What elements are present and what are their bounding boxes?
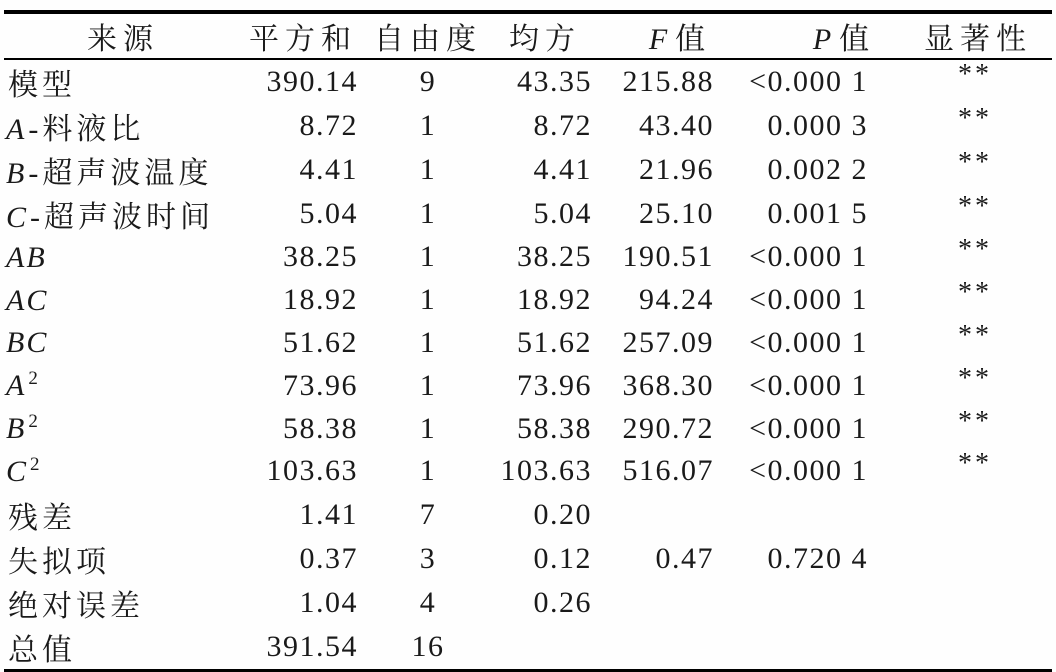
cell-sum-of-squares-text: 73.96 [283, 368, 358, 402]
cell-source [4, 581, 242, 625]
cell-mean-square-text: 103.63 [500, 454, 592, 488]
source-italic-letter: AB [6, 240, 47, 274]
cell-significance [876, 625, 1052, 671]
cell-mean-square-text: 8.72 [533, 109, 592, 142]
cell-degrees-of-freedom [364, 59, 492, 104]
table-row [4, 236, 1052, 279]
significance-asterisks: ** [958, 234, 992, 266]
cell-degrees-of-freedom-text: 1 [419, 109, 437, 142]
source-superscript: 2 [28, 368, 38, 390]
cell-mean-square [492, 279, 598, 322]
cell-f-value [598, 148, 720, 192]
cell-sum-of-squares-text: 391.54 [266, 629, 358, 663]
source-italic-letter: AC [6, 283, 49, 317]
cell-significance [876, 236, 1052, 279]
cell-source [4, 625, 242, 671]
source-italic-letter: A [6, 369, 27, 403]
cell-sum-of-squares [242, 322, 364, 365]
header-text: 值 [675, 23, 712, 56]
significance-asterisks: ** [958, 448, 992, 480]
cell-sum-of-squares-text: 103.63 [266, 454, 358, 488]
cell-p-value-text: <0.000 1 [749, 454, 868, 488]
cell-sum-of-squares-text: 1.04 [299, 585, 358, 619]
cell-degrees-of-freedom [364, 322, 492, 365]
cell-p-value-text: <0.000 1 [749, 240, 868, 274]
cell-sum-of-squares [242, 407, 364, 450]
source-text: -料液比 [28, 113, 145, 146]
cell-degrees-of-freedom-text: 1 [419, 240, 437, 274]
cell-f-value [598, 104, 720, 148]
header-text: 显著性 [924, 23, 1032, 56]
cell-f-value [598, 236, 720, 279]
significance-asterisks: ** [958, 147, 992, 178]
cell-sum-of-squares-text: 18.92 [283, 283, 358, 317]
cell-mean-square-text: 5.04 [533, 197, 592, 230]
cell-significance [876, 104, 1052, 148]
cell-p-value-text: <0.000 1 [749, 65, 868, 98]
cell-f-value [598, 59, 720, 104]
cell-f-value-text: 257.09 [622, 325, 714, 359]
cell-p-value-text: 0.001 5 [767, 197, 868, 230]
cell-source [4, 148, 242, 192]
cell-significance [876, 279, 1052, 322]
cell-degrees-of-freedom-text: 1 [419, 454, 437, 488]
cell-f-value-text: 94.24 [639, 283, 714, 317]
cell-source [4, 364, 242, 407]
cell-sum-of-squares [242, 581, 364, 625]
cell-source [4, 279, 242, 322]
cell-mean-square [492, 493, 598, 537]
cell-sum-of-squares-text: 390.14 [266, 65, 358, 98]
cell-f-value [598, 537, 720, 581]
cell-degrees-of-freedom-text: 1 [419, 197, 437, 230]
table-row [4, 148, 1052, 192]
cell-p-value-text: <0.000 1 [749, 411, 868, 445]
cell-sum-of-squares [242, 279, 364, 322]
cell-mean-square-text: 0.12 [533, 541, 592, 575]
cell-degrees-of-freedom [364, 192, 492, 236]
significance-asterisks: ** [958, 319, 992, 351]
cell-mean-square [492, 104, 598, 148]
source-text: -超声波时间 [30, 201, 215, 234]
cell-degrees-of-freedom-text: 3 [419, 541, 437, 575]
header-text: 自由度 [374, 23, 482, 56]
cell-sum-of-squares [242, 192, 364, 236]
cell-sum-of-squares-text: 1.41 [299, 497, 358, 531]
table-row [4, 279, 1052, 322]
source-text: 模型 [8, 69, 76, 102]
cell-f-value-text: 368.30 [622, 368, 714, 402]
cell-mean-square [492, 364, 598, 407]
cell-degrees-of-freedom-text: 1 [419, 411, 437, 445]
source-italic-letter: C [6, 454, 29, 488]
cell-mean-square-text: 43.35 [517, 65, 592, 98]
cell-mean-square [492, 625, 598, 671]
cell-significance [876, 450, 1052, 493]
cell-sum-of-squares [242, 236, 364, 279]
cell-sum-of-squares [242, 625, 364, 671]
table-row [4, 493, 1052, 537]
source-superscript: 2 [30, 453, 40, 475]
cell-mean-square-text: 0.20 [533, 497, 592, 531]
cell-degrees-of-freedom [364, 625, 492, 671]
cell-f-value-text: 25.10 [639, 197, 714, 230]
cell-degrees-of-freedom [364, 279, 492, 322]
table-row [4, 407, 1052, 450]
cell-sum-of-squares-text: 8.72 [299, 109, 358, 142]
cell-f-value-text: 0.47 [655, 541, 714, 575]
cell-sum-of-squares [242, 364, 364, 407]
cell-degrees-of-freedom-text: 9 [419, 65, 437, 98]
cell-degrees-of-freedom-text: 1 [419, 368, 437, 402]
cell-mean-square [492, 148, 598, 192]
cell-degrees-of-freedom [364, 148, 492, 192]
cell-degrees-of-freedom-text: 1 [419, 325, 437, 359]
cell-p-value [720, 625, 876, 671]
cell-p-value [720, 279, 876, 322]
cell-mean-square [492, 407, 598, 450]
cell-f-value-text: 43.40 [639, 109, 714, 142]
table-row [4, 192, 1052, 236]
cell-mean-square [492, 581, 598, 625]
cell-degrees-of-freedom [364, 104, 492, 148]
header-text: 平方和 [249, 23, 357, 56]
cell-mean-square-text: 38.25 [517, 240, 592, 274]
source-text: -超声波温度 [28, 157, 213, 190]
cell-p-value [720, 450, 876, 493]
cell-f-value [598, 192, 720, 236]
cell-sum-of-squares-text: 5.04 [299, 197, 358, 230]
cell-sum-of-squares-text: 58.38 [283, 411, 358, 445]
cell-significance [876, 407, 1052, 450]
cell-significance [876, 319, 1052, 365]
cell-sum-of-squares [242, 450, 364, 493]
significance-asterisks: ** [958, 362, 992, 394]
cell-f-value [598, 407, 720, 450]
column-header-f-value [598, 12, 720, 59]
cell-f-value-text: 215.88 [622, 65, 714, 98]
cell-degrees-of-freedom-text: 16 [411, 629, 445, 663]
source-italic-letter: B [6, 157, 27, 190]
cell-degrees-of-freedom [364, 581, 492, 625]
significance-asterisks: ** [958, 405, 992, 437]
cell-source [4, 322, 242, 365]
cell-p-value-text: <0.000 1 [749, 283, 868, 317]
cell-p-value-text: 0.000 3 [767, 109, 868, 142]
source-text: 总值 [8, 633, 76, 667]
cell-degrees-of-freedom [364, 236, 492, 279]
cell-f-value [598, 450, 720, 493]
cell-mean-square [492, 537, 598, 581]
column-header-source [4, 12, 242, 59]
cell-degrees-of-freedom [364, 493, 492, 537]
cell-significance [876, 493, 1052, 537]
cell-p-value [720, 322, 876, 365]
cell-p-value [720, 59, 876, 104]
cell-f-value-text: 290.72 [622, 411, 714, 445]
cell-degrees-of-freedom-text: 1 [419, 283, 437, 317]
table-row [4, 581, 1052, 625]
source-superscript: 2 [28, 411, 38, 433]
significance-asterisks: ** [958, 103, 992, 134]
cell-sum-of-squares-text: 0.37 [299, 541, 358, 575]
cell-source [4, 450, 242, 493]
cell-f-value [598, 581, 720, 625]
cell-p-value [720, 364, 876, 407]
cell-sum-of-squares [242, 104, 364, 148]
cell-p-value [720, 581, 876, 625]
table-header-row [4, 12, 1052, 59]
cell-p-value-text: 0.002 2 [767, 153, 868, 186]
cell-source [4, 59, 242, 104]
source-text: 绝对误差 [8, 589, 144, 623]
cell-degrees-of-freedom-text: 1 [419, 153, 437, 186]
cell-source [4, 537, 242, 581]
cell-mean-square-text: 18.92 [517, 283, 592, 317]
column-header-mean-square [492, 12, 598, 59]
cell-f-value-text: 516.07 [622, 454, 714, 488]
cell-significance [876, 364, 1052, 407]
cell-source [4, 407, 242, 450]
source-italic-letter: BC [6, 326, 49, 360]
cell-significance [876, 148, 1052, 192]
source-text: 失拟项 [8, 545, 110, 579]
cell-p-value [720, 236, 876, 279]
header-text: 均方 [509, 23, 581, 56]
table-row [4, 59, 1052, 104]
cell-p-value [720, 148, 876, 192]
column-header-p-value [720, 12, 876, 59]
cell-mean-square-text: 73.96 [517, 368, 592, 402]
cell-mean-square-text: 58.38 [517, 411, 592, 445]
cell-sum-of-squares [242, 59, 364, 104]
cell-sum-of-squares [242, 537, 364, 581]
cell-sum-of-squares [242, 493, 364, 537]
cell-source [4, 104, 242, 148]
column-header-significance [876, 12, 1052, 59]
anova-table [4, 10, 1052, 672]
cell-mean-square-text: 51.62 [517, 325, 592, 359]
cell-degrees-of-freedom [364, 407, 492, 450]
cell-p-value [720, 407, 876, 450]
cell-source [4, 236, 242, 279]
cell-p-value [720, 192, 876, 236]
table-row [4, 537, 1052, 581]
cell-f-value [598, 625, 720, 671]
cell-p-value [720, 104, 876, 148]
cell-degrees-of-freedom [364, 364, 492, 407]
significance-asterisks: ** [958, 59, 992, 90]
cell-mean-square-text: 4.41 [533, 153, 592, 186]
table-header [4, 12, 1052, 59]
column-header-degrees-of-freedom [364, 12, 492, 59]
cell-sum-of-squares-text: 51.62 [283, 325, 358, 359]
cell-f-value [598, 493, 720, 537]
cell-mean-square [492, 322, 598, 365]
source-italic-letter: A [6, 113, 27, 146]
cell-mean-square [492, 236, 598, 279]
cell-f-value [598, 322, 720, 365]
cell-f-value [598, 279, 720, 322]
cell-significance [876, 537, 1052, 581]
cell-source [4, 493, 242, 537]
cell-mean-square [492, 450, 598, 493]
significance-asterisks: ** [958, 191, 992, 222]
header-text: 来源 [87, 23, 159, 56]
source-italic-letter: B [6, 412, 27, 446]
cell-significance [876, 59, 1052, 104]
table-row [4, 450, 1052, 493]
source-italic-letter: C [6, 201, 29, 234]
cell-significance [876, 192, 1052, 236]
cell-sum-of-squares-text: 38.25 [283, 240, 358, 274]
cell-source [4, 192, 242, 236]
header-text: 值 [839, 23, 876, 56]
cell-f-value-text: 190.51 [622, 240, 714, 274]
cell-p-value-text: 0.720 4 [767, 541, 868, 575]
significance-asterisks: ** [958, 277, 992, 309]
table-row [4, 625, 1052, 671]
cell-sum-of-squares-text: 4.41 [299, 153, 358, 186]
column-header-sum-of-squares [242, 12, 364, 59]
cell-degrees-of-freedom-text: 7 [419, 497, 437, 531]
cell-p-value [720, 493, 876, 537]
cell-mean-square [492, 59, 598, 104]
cell-p-value-text: <0.000 1 [749, 368, 868, 402]
table-row [4, 364, 1052, 407]
cell-f-value-text: 21.96 [639, 153, 714, 186]
table-row [4, 322, 1052, 365]
cell-mean-square [492, 192, 598, 236]
cell-significance [876, 581, 1052, 625]
table-row [4, 104, 1052, 148]
header-italic-letter: F [648, 23, 668, 56]
source-text: 残差 [8, 501, 76, 535]
cell-p-value-text: <0.000 1 [749, 325, 868, 359]
cell-f-value [598, 364, 720, 407]
cell-degrees-of-freedom [364, 537, 492, 581]
table-body [4, 59, 1052, 671]
cell-degrees-of-freedom-text: 4 [419, 585, 437, 619]
cell-p-value [720, 537, 876, 581]
cell-degrees-of-freedom [364, 450, 492, 493]
cell-mean-square-text: 0.26 [533, 585, 592, 619]
cell-sum-of-squares [242, 148, 364, 192]
header-italic-letter: P [812, 23, 832, 56]
